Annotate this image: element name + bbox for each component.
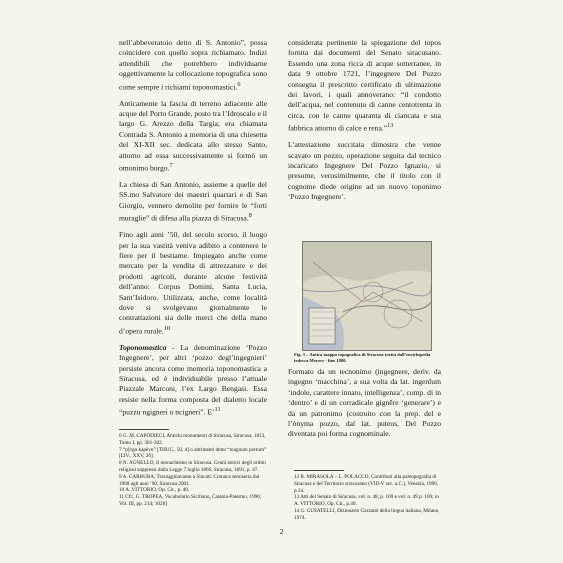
section-heading: Toponomastica bbox=[119, 342, 167, 352]
paragraph: Fino agli anni ’50, del secolo scorso, il luogo per la sua vastità veniva adibito a contenere le fiere per il bestiame. Impiegato anche come mercato per la vendita di attrezzature e dei prodotti agricoli, durante alcune festività dell’anno: Corpus Domini, Santa Lucia, Sant’Isidoro. Utilizzata, anche, come località dove si svolgevano giornalmente le contrattazioni sia delle merci che della mano d’opera rurale.$^{10}$ bbox=[119, 230, 267, 336]
footnote-rule bbox=[119, 429, 169, 430]
footnote: 10 A. VITTORIO, Op. Cit., p. 40. bbox=[119, 487, 190, 494]
left-column bbox=[119, 38, 267, 424]
paragraph: L’attestazione succitata dimostra che venne scavato un pozzo, operazione seguita dal tecnico incaricato Ingegnere Del Pozzo Ignazio, si presume, verosimilmente, che il titolo con il cognome diede origine ad un nuovo toponimo ‘Pozzo Ingegnere’. bbox=[288, 140, 441, 202]
footnote: 7 “pŷrgo kapêvn” [THUC., 50, 4] o altrimenti detto “magnum portum” [LIV., XXV, 26]. bbox=[119, 446, 267, 460]
footnote: 14 G. CUSATELLI, Dizionario Garzanti della lingua italiana, Milano, 1974. bbox=[294, 507, 440, 521]
figure-caption: Fig. 3 – Antica mappa topografica di Siracusa tratta dall’enciclopedia tedesca Meyers - fine 1800. bbox=[294, 352, 431, 363]
footnote: 13 Atti del Senato di Siracusa, vol. n. 48, p. 169 e vol. n. 49 p. 169; in A. VITTORIO, Op. Cit., p.40. bbox=[294, 494, 439, 508]
paragraph: Anticamente la fascia di terreno adiacente alle acque del Porto Grande, posto tra l’Idroscalo e il largo G. Arezzo della Targia; era chiamata Contrada S. Antonio a memoria di una chiesetta del XI-XII sec. dedicata allo stesso Santo, attorno ad essa successivamente si formò un omonimo borgo.$^7$ bbox=[119, 98, 267, 173]
historic-map-image bbox=[302, 241, 432, 351]
footnote-rule bbox=[294, 470, 344, 471]
footnote: 6 G. M. CAPODIECI, Antichi monumenti di Siracusa, Siracusa, 1813, Tomo I, pp. 301-302. bbox=[119, 433, 266, 446]
footnote: 9 A. CARBUBA, Travagghiavamu a Sìncati. Cronaca semiseria dal 1968 agli anni ’90, Siracusa 2001. bbox=[119, 473, 260, 487]
footnotes-left bbox=[119, 433, 267, 508]
footnote: 8 N. AGNELLO, Il monachismo in Siracusa. Cenni storici degli ordini religiosi soppressi dalla Legge 7 luglio 1866, Siracusa, 1891, p. 47. bbox=[119, 460, 266, 473]
paragraph: nell’abbeveratoio detto di S. Antonio”, possa coincidere con quello sopra richiamato. Indizi attendibili che potrebbero individuarne oggettivamente la collocazione topografica sono come sempre i richiami toponomastici.$^6$ bbox=[119, 38, 267, 92]
page-number: 2 bbox=[279, 527, 284, 536]
paragraph: La chiesa di San Antonio, assieme a quelle del SS.mo Salvatore dei maestri quartari e di San Giorgio, vennero demolite per fornire le “forti muraglie” di difesa alla piazza di Siracusa.$^8$ bbox=[119, 179, 267, 223]
footnote: 11 Cfr., G. TROPEA, Vocabolario Siciliano, Catania-Palermo, 1990, Vol. III, pp. 214; 1028] bbox=[119, 494, 262, 507]
paragraph: Toponomastica - La denominazione ‘Pozzo Ingegnere’, per altri ‘pozzo degl’ingegnieri’ persiste ancora come memoria toponomastica a Siracusa, ed è individuabile presso l’attuale Piazzale Marconi, l’ex Largo Bengasi. Essa resiste nella forma composta del dialetto locale “puzzu ngigneri o ncigneri”. E’$^{11}$ bbox=[119, 342, 267, 417]
right-column bbox=[288, 38, 441, 209]
paragraph: considerata pertinente la spiegazione del topos fornita dai documenti del Senato siracusano. Essendo una zona ricca di acque sotterranee, in data 9 ottobre 1721, l’ingegnere Del Pozzo consegna il prescritto certificato di ultimazione dei lavori, i quali annoverano: “il condotto dell’acqua, nel contenuto di canne centotrenta in circa, con le canne quaranta di ciancata e sua fabbrica attorno di calce e rena.”$^{13}$ bbox=[288, 38, 441, 133]
footnotes-right bbox=[294, 474, 441, 522]
right-column-lower bbox=[288, 367, 441, 446]
footnote: 12 R. MIRASOLA – L. POLACCO, Contributi alla paleopografia di Siracusa e del Territorio siracusano (VIII-V sec. a.C.), Venezia, 1996, p.34. bbox=[294, 474, 439, 494]
paragraph: Formato da un tecnonimo (ingegnere, deriv. da ingegno ‘macchina’, a sua volta da lat. ingenĭum ‘indole, carattere innato, intelligenza’, comp. di in ‘dentro’ e di un corradicale gignĕre ‘generare’) e da un patronimo (costruito con la prep. del e l’ònyma pozzo, dal lat. puteus, Del Pozzo diventata poi forma cognominale. bbox=[288, 367, 441, 439]
